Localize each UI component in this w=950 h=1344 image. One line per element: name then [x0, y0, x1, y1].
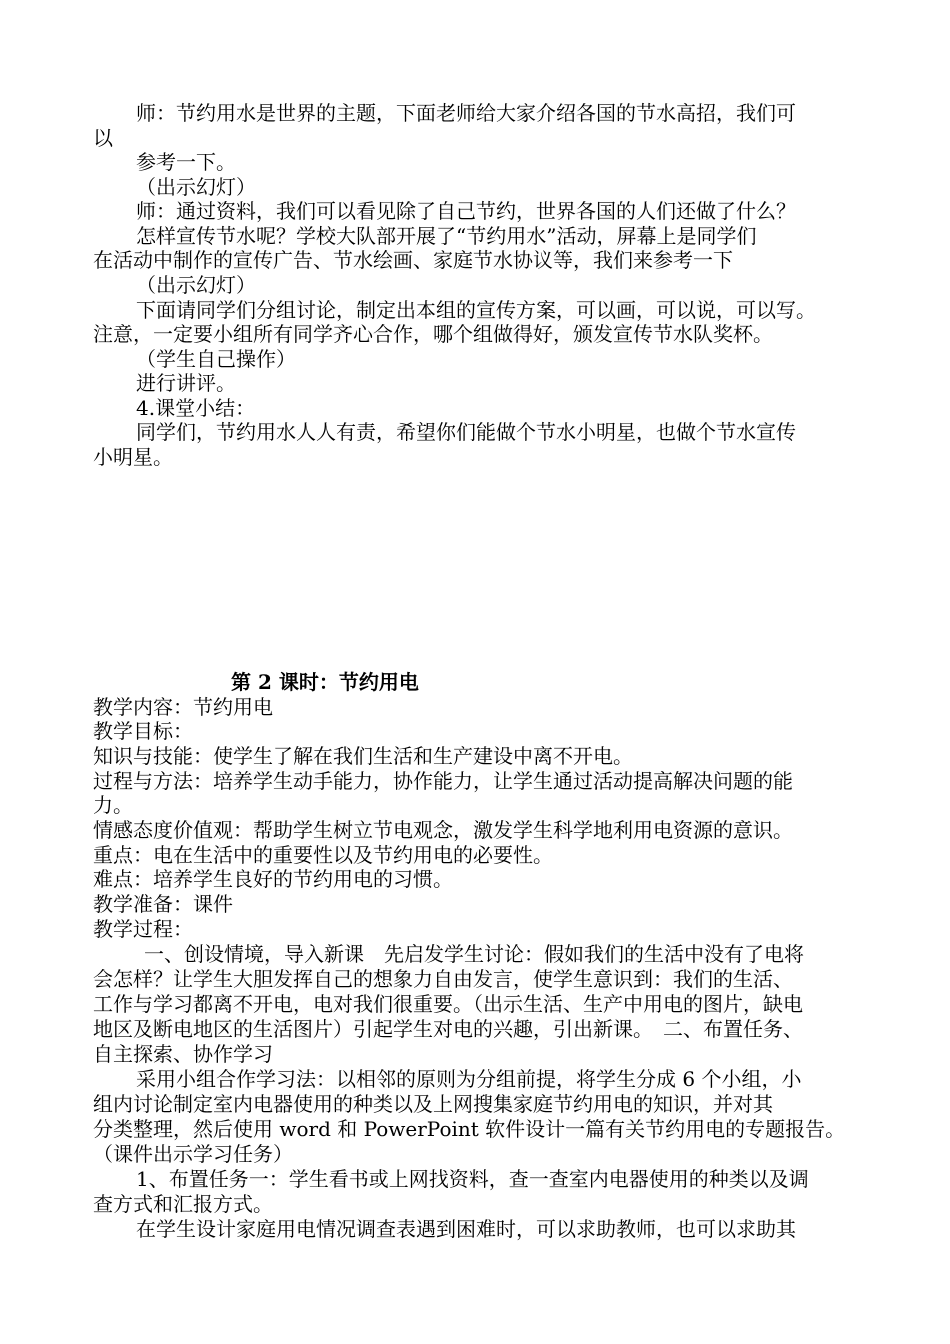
paragraph-line: 工作与学习都离不开电，电对我们很重要。（出示生活、生产中用电的图片，缺电: [93, 992, 803, 1016]
paragraph-line: 知识与技能：使学生了解在我们生活和生产建设中离不开电。: [93, 744, 633, 768]
paragraph-line: 教学内容：节约用电: [93, 695, 273, 719]
paragraph-line: 组内讨论制定室内电器使用的种类以及上网搜集家庭节约用电的知识，并对其: [93, 1092, 773, 1116]
paragraph-line: 在活动中制作的宣传广告、节水绘画、家庭节水协议等，我们来参考一下: [93, 248, 733, 272]
paragraph-line: （出示幻灯）: [136, 175, 256, 199]
paragraph-line: 下面请同学们分组讨论，制定出本组的宣传方案，可以画，可以说，可以写。: [136, 298, 816, 322]
paragraph-line: 1、布置任务一：学生看书或上网找资料，查一查室内电器使用的种类以及调: [136, 1167, 809, 1191]
paragraph-line: 教学目标：: [93, 719, 193, 743]
paragraph-line: 情感态度价值观：帮助学生树立节电观念，激发学生科学地利用电资源的意识。: [93, 818, 793, 842]
paragraph-line: 力。: [93, 793, 133, 817]
paragraph-line: 地区及断电地区的生活图片）引起学生对电的兴趣，引出新课。 二、布置任务、: [93, 1017, 803, 1041]
paragraph-line: 参考一下。: [136, 150, 236, 174]
paragraph-line: 以: [93, 126, 113, 150]
paragraph-line: 难点：培养学生良好的节约用电的习惯。: [93, 867, 453, 891]
paragraph-line: （出示幻灯）: [136, 273, 256, 297]
paragraph-line: 师：通过资料，我们可以看见除了自己节约，世界各国的人们还做了什么？: [136, 199, 796, 223]
paragraph-line: 4.课堂小结：: [136, 396, 256, 420]
paragraph-line: 注意，一定要小组所有同学齐心合作，哪个组做得好，颁发宣传节水队奖杯。: [93, 322, 773, 346]
paragraph-line: 采用小组合作学习法：以相邻的原则为分组前提，将学生分成 6 个小组，小: [136, 1067, 802, 1091]
paragraph-line: （学生自己操作）: [136, 347, 296, 371]
paragraph-line: 过程与方法：培养学生动手能力，协作能力，让学生通过活动提高解决问题的能: [93, 769, 793, 793]
paragraph-line: 教学过程：: [93, 917, 193, 941]
paragraph-line: 一、创设情境，导入新课 先启发学生讨论：假如我们的生活中没有了电将: [144, 942, 804, 966]
paragraph-line: 查方式和汇报方式。: [93, 1192, 273, 1216]
paragraph-line: 会怎样？让学生大胆发挥自己的想象力自由发言，使学生意识到：我们的生活、: [93, 967, 793, 991]
paragraph-line: 怎样宣传节水呢？学校大队部开展了“节约用水”活动，屏幕上是同学们: [136, 224, 757, 248]
paragraph-line: 分类整理，然后使用 word 和 PowerPoint 软件设计一篇有关节约用电的专题报告。: [93, 1117, 846, 1141]
lesson-title: 第 2 课时：节约用电: [231, 670, 419, 694]
paragraph-line: 重点：电在生活中的重要性以及节约用电的必要性。: [93, 843, 553, 867]
paragraph-line: 小明星。: [93, 445, 173, 469]
paragraph-line: 教学准备：课件: [93, 892, 233, 916]
paragraph-line: 在学生设计家庭用电情况调查表遇到困难时，可以求助教师，也可以求助其: [136, 1217, 796, 1241]
paragraph-line: 自主探索、协作学习: [93, 1042, 273, 1066]
paragraph-line: （课件出示学习任务）: [93, 1142, 293, 1166]
paragraph-line: 进行讲评。: [136, 371, 236, 395]
paragraph-line: 同学们，节约用水人人有责，希望你们能做个节水小明星，也做个节水宣传: [136, 420, 796, 444]
paragraph-line: 师：节约用水是世界的主题，下面老师给大家介绍各国的节水高招，我们可: [136, 101, 796, 125]
